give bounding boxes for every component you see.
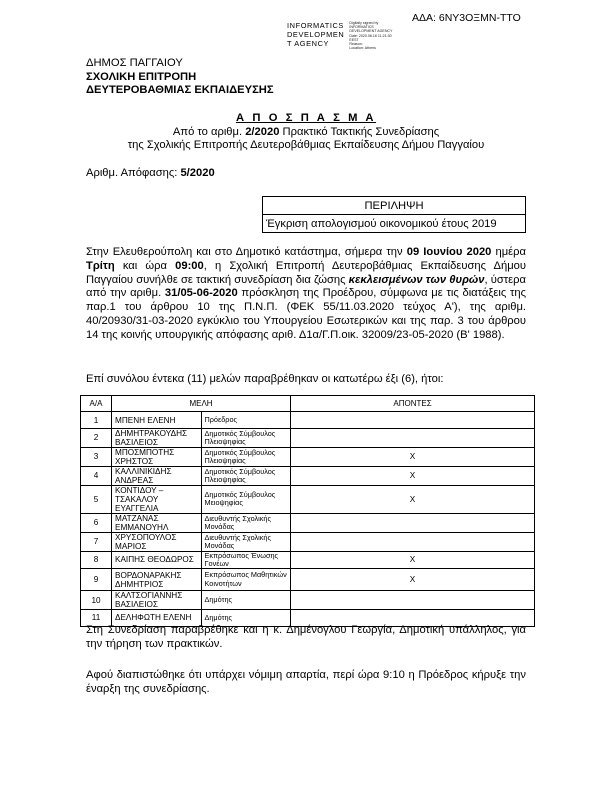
stamp-details — [349, 21, 392, 50]
member-role: Πρόεδρος — [201, 412, 291, 428]
municipality-name: ΔΗΜΟΣ ΠΑΓΓΑΙΟΥ — [86, 57, 183, 69]
members-table — [80, 395, 535, 627]
stamp-issuer — [287, 21, 344, 50]
col-header-no: Α/Α — [81, 396, 112, 412]
member-no: 8 — [81, 551, 112, 568]
member-name: ΔΗΜΗΤΡΑΚΟΥΔΗΣ ΒΑΣΙΛΕΙΟΣ — [112, 428, 202, 447]
member-no: 7 — [81, 532, 112, 551]
member-role: Δημοτικός Σύμβουλος Πλειοψηφίας — [201, 447, 291, 466]
subtitle-suffix: Πρακτικό Τακτικής Συνεδρίασης — [279, 126, 440, 138]
member-role: Δημοτικός Σύμβουλος Πλειοψηφίας — [201, 466, 291, 485]
member-no: 1 — [81, 412, 112, 428]
stamp-line: DEVELOPMEN — [287, 30, 345, 39]
meeting-day: Τρίτη — [86, 259, 115, 272]
member-role: Δημότης — [201, 591, 291, 610]
member-role: Δημοτικός Σύμβουλος Πλειοψηφίας — [201, 428, 291, 447]
member-absent — [291, 591, 535, 610]
stamp-detail-line: DEVELOPMENT AGENCY — [349, 29, 393, 34]
attendance-paragraph: Επί συνόλου έντεκα (11) μελών παραβρέθηκαν οι κατωτέρω έξι (6), ήτοι: — [86, 373, 444, 385]
table-row — [81, 485, 535, 513]
invitation-number: 31/05-06-2020 — [164, 287, 238, 300]
committee-level: ΔΕΥΤΕΡΟΒΑΘΜΙΑΣ ΕΚΠΑΙΔΕΥΣΗΣ — [86, 84, 274, 97]
stamp-line: INFORMATICS — [287, 21, 344, 30]
col-header-members: ΜΕΛΗ — [112, 396, 291, 412]
subtitle-line-1 — [0, 126, 612, 139]
member-name: ΜΑΤΖΑΝΑΣ ΕΜΜΑΝΟΥΗΛ — [112, 513, 202, 532]
decision-label: Αριθμ. Απόφασης: — [86, 167, 181, 179]
table-row — [81, 532, 535, 551]
meeting-date: 09 Ιουνίου 2020 — [406, 246, 492, 258]
p1-text: πρόσκληση της Προέδρου, σύμφωνα με τις διατάξεις της παρ.1 του άρθρου 10 της Π.Ν.Π. (ΦΕΚ 55/11.03.2020 τεύχος Α'), της αριθμ. 40/20930/31-03-2020 εγκύκλιο του Υπουργείου Εσωτερικών και της παρ. 3 του άρθρου 14 της κοινής υπουργικής απόφασης αριθ. Δ1α/Γ.Π.οικ. 32009/23-05-2020 (Β' 1988). — [86, 287, 526, 341]
member-no: 9 — [81, 569, 112, 591]
member-name: ΒΟΡΔΟΝΑΡΑΚΗΣ ΔΗΜΗΤΡΙΟΣ — [112, 569, 202, 591]
member-absent: Χ — [291, 569, 535, 591]
member-role: Εκπρόσωπος Ένωσης Γονέων — [201, 551, 291, 568]
member-role: Διευθυντής Σχολικής Μονάδας — [201, 532, 291, 551]
meeting-paragraph — [86, 246, 526, 343]
col-header-absent: ΑΠΟΝΤΕΣ — [291, 396, 535, 412]
meeting-time: 09:00 — [175, 259, 204, 272]
member-name: ΧΡΥΣΟΠΟΥΛΟΣ ΜΑΡΙΟΣ — [112, 532, 202, 551]
p1-text: και ώρα — [114, 259, 176, 272]
p1-text: Στην Ελευθερούπολη και στο Δημοτικό κατάστημα, σήμερα την — [86, 246, 407, 258]
stamp-detail-line: Location: Athens — [349, 46, 376, 51]
member-absent — [291, 532, 535, 551]
member-name: ΚΑΛΛΙΝΙΚΙΔΗΣ ΑΝΔΡΕΑΣ — [112, 466, 202, 485]
stamp-detail-line: INFORMATICS — [349, 25, 374, 30]
member-absent — [291, 513, 535, 532]
p1-text: ημέρα — [491, 246, 526, 258]
member-role: Διευθυντής Σχολικής Μονάδας — [201, 513, 291, 532]
stamp-detail-line: Digitally signed by — [349, 21, 379, 25]
decision-number: 5/2020 — [180, 167, 215, 179]
member-role: Δημοτικός Σύμβουλος Μειοψηφίας — [201, 485, 291, 513]
member-no: 6 — [81, 513, 112, 532]
minutes-number: 2/2020 — [245, 126, 280, 138]
table-row — [81, 428, 535, 447]
digital-signature-stamp — [287, 21, 392, 50]
member-name: ΚΑΛΤΣΟΓΙΑΝΝΗΣ ΒΑΣΙΛΕΙΟΣ — [112, 591, 202, 610]
issuer-header — [86, 57, 274, 98]
member-absent — [291, 428, 535, 447]
table-row — [81, 466, 535, 485]
member-no: 11 — [81, 610, 112, 626]
member-name: ΜΠΕΝΗ ΕΛΕΝΗ — [112, 412, 202, 428]
member-absent: Χ — [291, 551, 535, 568]
member-role: Εκπρόσωπος Μαθητικών Κοινοτήτων — [201, 569, 291, 591]
member-role: Δημότης — [201, 610, 291, 626]
member-no: 10 — [81, 591, 112, 610]
summary-text: Έγκριση απολογισμού οικονομικού έτους 2019 — [263, 215, 526, 233]
document-title: Α Π Ο Σ Π Α Σ Μ Α — [235, 112, 377, 124]
summary-heading: ΠΕΡΙΛΗΨΗ — [263, 197, 526, 215]
table-row — [81, 569, 535, 591]
ada-code: ΑΔΑ: 6ΝΥ3ΟΞΜΝ-ΤΤΟ — [412, 12, 521, 24]
stamp-detail-line: Reason: — [349, 42, 363, 47]
stamp-detail-line: EEST — [349, 37, 359, 42]
stamp-line: T AGENCY — [287, 39, 330, 48]
table-row — [81, 591, 535, 610]
document-subtitle — [0, 126, 612, 153]
subtitle-line-2: της Σχολικής Επιτροπής Δευτεροβάθμιας Εκπαίδευσης Δήμου Παγγαίου — [127, 139, 485, 152]
secretary-paragraph: Στη Συνεδρίαση παραβρέθηκε και η κ. Δημένογλου Γεωργία, Δημοτική υπάλληλος, για την τήρηση των πρακτικών. — [86, 624, 526, 650]
p1-text: , ύστερα από την αριθμ. — [86, 273, 526, 300]
table-header-row — [81, 396, 535, 412]
table-row — [81, 447, 535, 466]
member-absent: Χ — [291, 485, 535, 513]
member-absent — [291, 412, 535, 428]
p1-text: , η Σχολική Επιτροπή Δευτεροβάθμιας Εκπαίδευσης Δήμου Παγγαίου συνήλθε σε τακτική συνεδρίαση δια ζώσης — [86, 259, 526, 286]
member-name: ΚΟΝΤΙΔΟΥ – ΤΣΑΚΑΛΟΥ ΕΥΑΓΓΕΛΙΑ — [112, 485, 202, 513]
committee-name: ΣΧΟΛΙΚΗ ΕΠΙΤΡΟΠΗ — [86, 70, 197, 83]
member-name: ΜΠΟΣΜΠΟΤΗΣ ΧΡΗΣΤΟΣ — [112, 447, 202, 466]
member-no: 3 — [81, 447, 112, 466]
member-absent: Χ — [291, 447, 535, 466]
member-no: 4 — [81, 466, 112, 485]
member-absent: Χ — [291, 466, 535, 485]
summary-box — [262, 196, 526, 233]
member-no: 2 — [81, 428, 112, 447]
table-row — [81, 412, 535, 428]
member-name: ΔΕΛΗΦΩΤΗ ΕΛΕΝΗ — [112, 610, 202, 626]
member-name: ΚΑΙΠΗΣ ΘΕΟΔΩΡΟΣ — [112, 551, 202, 568]
quorum-paragraph: Αφού διαπιστώθηκε ότι υπάρχει νόμιμη απαρτία, περί ώρα 9:10 η Πρόεδρος κήρυξε την έναρξη της συνεδρίασης. — [86, 669, 526, 695]
table-row — [81, 551, 535, 568]
subtitle-prefix: Από το αριθμ. — [172, 126, 246, 138]
decision-number-line — [86, 167, 215, 179]
stamp-detail-line: Date: 2020.06.16 11:21:30 — [349, 33, 392, 38]
closed-doors-text: κεκλεισμένων των θυρών — [348, 273, 485, 286]
table-row — [81, 513, 535, 532]
member-no: 5 — [81, 485, 112, 513]
